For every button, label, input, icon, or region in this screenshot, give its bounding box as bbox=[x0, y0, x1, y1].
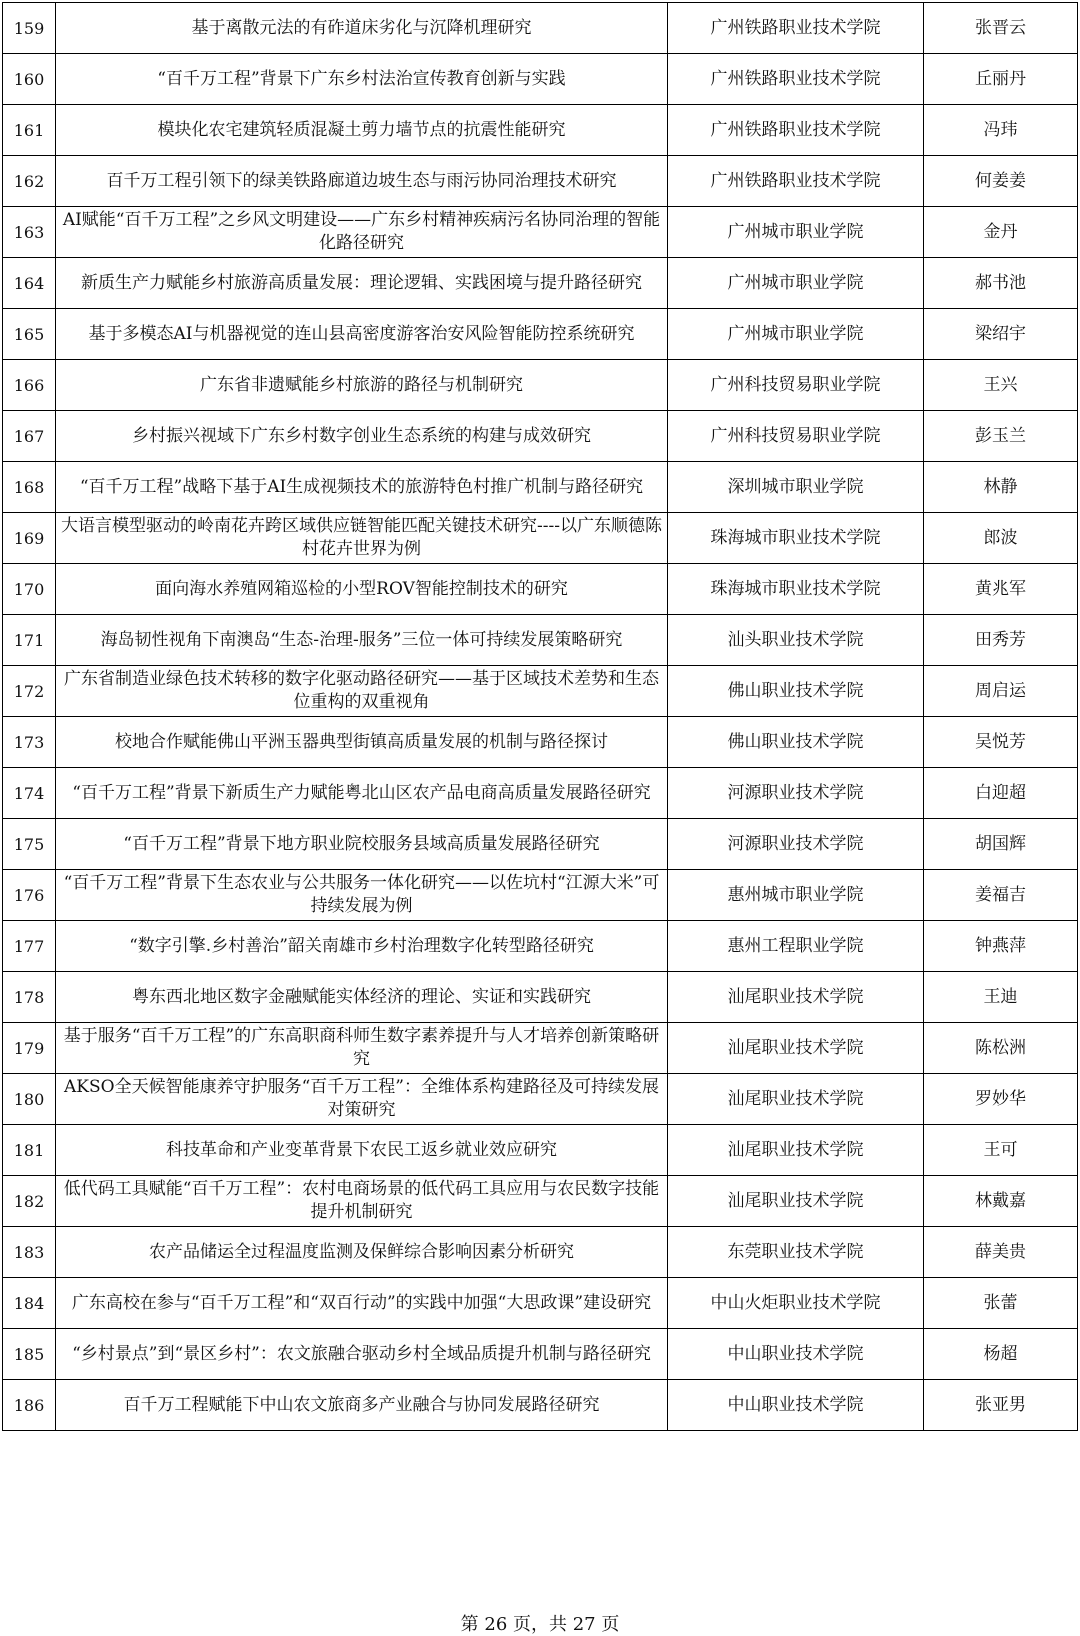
project-title-cell: 广东省制造业绿色技术转移的数字化驱动路径研究——基于区域技术差势和生态位重构的双重视角 bbox=[56, 666, 668, 717]
row-number-cell: 170 bbox=[3, 564, 56, 615]
institution-cell: 河源职业技术学院 bbox=[668, 768, 924, 819]
row-number-cell: 159 bbox=[3, 3, 56, 54]
table-row bbox=[3, 972, 1078, 1023]
leader-cell: 陈松洲 bbox=[924, 1023, 1078, 1074]
leader-cell: 林戴嘉 bbox=[924, 1176, 1078, 1227]
project-title-cell: 海岛韧性视角下南澳岛“生态-治理-服务”三位一体可持续发展策略研究 bbox=[56, 615, 668, 666]
institution-cell: 汕尾职业技术学院 bbox=[668, 972, 924, 1023]
institution-cell: 汕尾职业技术学院 bbox=[668, 1125, 924, 1176]
institution-cell: 广州铁路职业技术学院 bbox=[668, 156, 924, 207]
leader-cell: 郝书池 bbox=[924, 258, 1078, 309]
table-row bbox=[3, 207, 1078, 258]
project-title-cell: “百千万工程”背景下生态农业与公共服务一体化研究——以佐坑村“江源大米”可持续发展为例 bbox=[56, 870, 668, 921]
institution-cell: 珠海城市职业技术学院 bbox=[668, 564, 924, 615]
table-row bbox=[3, 1329, 1078, 1380]
table-row bbox=[3, 1125, 1078, 1176]
table-row bbox=[3, 870, 1078, 921]
row-number-cell: 183 bbox=[3, 1227, 56, 1278]
table-row bbox=[3, 717, 1078, 768]
institution-cell: 中山职业技术学院 bbox=[668, 1329, 924, 1380]
project-list-table bbox=[2, 2, 1078, 1431]
institution-cell: 广州铁路职业技术学院 bbox=[668, 3, 924, 54]
leader-cell: 薛美贵 bbox=[924, 1227, 1078, 1278]
row-number-cell: 177 bbox=[3, 921, 56, 972]
table-row bbox=[3, 1278, 1078, 1329]
table-row bbox=[3, 462, 1078, 513]
row-number-cell: 162 bbox=[3, 156, 56, 207]
project-title-cell: 科技革命和产业变革背景下农民工返乡就业效应研究 bbox=[56, 1125, 668, 1176]
table-row bbox=[3, 921, 1078, 972]
row-number-cell: 171 bbox=[3, 615, 56, 666]
row-number-cell: 166 bbox=[3, 360, 56, 411]
project-title-cell: 农产品储运全过程温度监测及保鲜综合影响因素分析研究 bbox=[56, 1227, 668, 1278]
row-number-cell: 165 bbox=[3, 309, 56, 360]
institution-cell: 中山火炬职业技术学院 bbox=[668, 1278, 924, 1329]
project-title-cell: 乡村振兴视域下广东乡村数字创业生态系统的构建与成效研究 bbox=[56, 411, 668, 462]
leader-cell: 林静 bbox=[924, 462, 1078, 513]
project-title-cell: 基于服务“百千万工程”的广东高职商科师生数字素养提升与人才培养创新策略研究 bbox=[56, 1023, 668, 1074]
institution-cell: 广州城市职业学院 bbox=[668, 309, 924, 360]
leader-cell: 钟燕萍 bbox=[924, 921, 1078, 972]
leader-cell: 王迪 bbox=[924, 972, 1078, 1023]
project-title-cell: 面向海水养殖网箱巡检的小型ROV智能控制技术的研究 bbox=[56, 564, 668, 615]
project-title-cell: “数字引擎.乡村善治”韶关南雄市乡村治理数字化转型路径研究 bbox=[56, 921, 668, 972]
row-number-cell: 172 bbox=[3, 666, 56, 717]
table-row bbox=[3, 309, 1078, 360]
institution-cell: 汕尾职业技术学院 bbox=[668, 1074, 924, 1125]
institution-cell: 广州科技贸易职业学院 bbox=[668, 360, 924, 411]
row-number-cell: 169 bbox=[3, 513, 56, 564]
table-row bbox=[3, 54, 1078, 105]
institution-cell: 河源职业技术学院 bbox=[668, 819, 924, 870]
row-number-cell: 164 bbox=[3, 258, 56, 309]
project-title-cell: 百千万工程引领下的绿美铁路廊道边坡生态与雨污协同治理技术研究 bbox=[56, 156, 668, 207]
institution-cell: 佛山职业技术学院 bbox=[668, 666, 924, 717]
leader-cell: 彭玉兰 bbox=[924, 411, 1078, 462]
institution-cell: 广州科技贸易职业学院 bbox=[668, 411, 924, 462]
row-number-cell: 168 bbox=[3, 462, 56, 513]
leader-cell: 王可 bbox=[924, 1125, 1078, 1176]
table-row bbox=[3, 819, 1078, 870]
leader-cell: 何姜姜 bbox=[924, 156, 1078, 207]
institution-cell: 汕头职业技术学院 bbox=[668, 615, 924, 666]
leader-cell: 罗妙华 bbox=[924, 1074, 1078, 1125]
table-row bbox=[3, 1176, 1078, 1227]
row-number-cell: 163 bbox=[3, 207, 56, 258]
institution-cell: 广州铁路职业技术学院 bbox=[668, 105, 924, 156]
institution-cell: 东莞职业技术学院 bbox=[668, 1227, 924, 1278]
project-title-cell: “百千万工程”背景下新质生产力赋能粤北山区农产品电商高质量发展路径研究 bbox=[56, 768, 668, 819]
project-title-cell: 基于多模态AI与机器视觉的连山县高密度游客治安风险智能防控系统研究 bbox=[56, 309, 668, 360]
table-body bbox=[3, 3, 1078, 1431]
row-number-cell: 184 bbox=[3, 1278, 56, 1329]
table-row bbox=[3, 1074, 1078, 1125]
institution-cell: 深圳城市职业学院 bbox=[668, 462, 924, 513]
institution-cell: 惠州城市职业学院 bbox=[668, 870, 924, 921]
table-row bbox=[3, 615, 1078, 666]
project-title-cell: “百千万工程”背景下广东乡村法治宣传教育创新与实践 bbox=[56, 54, 668, 105]
leader-cell: 周启运 bbox=[924, 666, 1078, 717]
institution-cell: 佛山职业技术学院 bbox=[668, 717, 924, 768]
table-row bbox=[3, 1023, 1078, 1074]
project-title-cell: 大语言模型驱动的岭南花卉跨区域供应链智能匹配关键技术研究----以广东顺德陈村花卉世界为例 bbox=[56, 513, 668, 564]
row-number-cell: 185 bbox=[3, 1329, 56, 1380]
table-row bbox=[3, 105, 1078, 156]
leader-cell: 黄兆军 bbox=[924, 564, 1078, 615]
row-number-cell: 186 bbox=[3, 1380, 56, 1431]
institution-cell: 汕尾职业技术学院 bbox=[668, 1023, 924, 1074]
project-title-cell: 粤东西北地区数字金融赋能实体经济的理论、实证和实践研究 bbox=[56, 972, 668, 1023]
project-title-cell: 基于离散元法的有砟道床劣化与沉降机理研究 bbox=[56, 3, 668, 54]
table-row bbox=[3, 513, 1078, 564]
institution-cell: 广州城市职业学院 bbox=[668, 258, 924, 309]
leader-cell: 杨超 bbox=[924, 1329, 1078, 1380]
table-row bbox=[3, 156, 1078, 207]
row-number-cell: 160 bbox=[3, 54, 56, 105]
table-row bbox=[3, 1380, 1078, 1431]
table-row bbox=[3, 768, 1078, 819]
institution-cell: 惠州工程职业学院 bbox=[668, 921, 924, 972]
row-number-cell: 161 bbox=[3, 105, 56, 156]
page-footer: 第 26 页，共 27 页 bbox=[460, 1614, 620, 1635]
project-title-cell: 低代码工具赋能“百千万工程”：农村电商场景的低代码工具应用与农民数字技能提升机制研究 bbox=[56, 1176, 668, 1227]
institution-cell: 广州城市职业学院 bbox=[668, 207, 924, 258]
institution-cell: 中山职业技术学院 bbox=[668, 1380, 924, 1431]
table-row bbox=[3, 564, 1078, 615]
row-number-cell: 174 bbox=[3, 768, 56, 819]
project-title-cell: “百千万工程”战略下基于AI生成视频技术的旅游特色村推广机制与路径研究 bbox=[56, 462, 668, 513]
leader-cell: 田秀芳 bbox=[924, 615, 1078, 666]
project-title-cell: 广东高校在参与“百千万工程”和“双百行动”的实践中加强“大思政课”建设研究 bbox=[56, 1278, 668, 1329]
row-number-cell: 178 bbox=[3, 972, 56, 1023]
table-row bbox=[3, 1227, 1078, 1278]
project-title-cell: AI赋能“百千万工程”之乡风文明建设——广东乡村精神疾病污名协同治理的智能化路径研究 bbox=[56, 207, 668, 258]
institution-cell: 珠海城市职业技术学院 bbox=[668, 513, 924, 564]
project-title-cell: “百千万工程”背景下地方职业院校服务县域高质量发展路径研究 bbox=[56, 819, 668, 870]
project-title-cell: 校地合作赋能佛山平洲玉器典型街镇高质量发展的机制与路径探讨 bbox=[56, 717, 668, 768]
leader-cell: 吴悦芳 bbox=[924, 717, 1078, 768]
row-number-cell: 173 bbox=[3, 717, 56, 768]
project-title-cell: 百千万工程赋能下中山农文旅商多产业融合与协同发展路径研究 bbox=[56, 1380, 668, 1431]
institution-cell: 广州铁路职业技术学院 bbox=[668, 54, 924, 105]
row-number-cell: 175 bbox=[3, 819, 56, 870]
leader-cell: 胡国辉 bbox=[924, 819, 1078, 870]
table-row bbox=[3, 360, 1078, 411]
leader-cell: 张蕾 bbox=[924, 1278, 1078, 1329]
leader-cell: 白迎超 bbox=[924, 768, 1078, 819]
project-title-cell: AKSO全天候智能康养守护服务“百千万工程”：全维体系构建路径及可持续发展对策研究 bbox=[56, 1074, 668, 1125]
row-number-cell: 167 bbox=[3, 411, 56, 462]
row-number-cell: 176 bbox=[3, 870, 56, 921]
leader-cell: 王兴 bbox=[924, 360, 1078, 411]
institution-cell: 汕尾职业技术学院 bbox=[668, 1176, 924, 1227]
table-row bbox=[3, 411, 1078, 462]
table-row bbox=[3, 258, 1078, 309]
leader-cell: 梁绍宇 bbox=[924, 309, 1078, 360]
project-title-cell: “乡村景点”到“景区乡村”：农文旅融合驱动乡村全域品质提升机制与路径研究 bbox=[56, 1329, 668, 1380]
project-title-cell: 模块化农宅建筑轻质混凝土剪力墙节点的抗震性能研究 bbox=[56, 105, 668, 156]
leader-cell: 金丹 bbox=[924, 207, 1078, 258]
table-row bbox=[3, 666, 1078, 717]
leader-cell: 姜福吉 bbox=[924, 870, 1078, 921]
leader-cell: 郎波 bbox=[924, 513, 1078, 564]
leader-cell: 张晋云 bbox=[924, 3, 1078, 54]
row-number-cell: 180 bbox=[3, 1074, 56, 1125]
leader-cell: 冯玮 bbox=[924, 105, 1078, 156]
project-title-cell: 广东省非遗赋能乡村旅游的路径与机制研究 bbox=[56, 360, 668, 411]
row-number-cell: 179 bbox=[3, 1023, 56, 1074]
row-number-cell: 181 bbox=[3, 1125, 56, 1176]
project-title-cell: 新质生产力赋能乡村旅游高质量发展：理论逻辑、实践困境与提升路径研究 bbox=[56, 258, 668, 309]
row-number-cell: 182 bbox=[3, 1176, 56, 1227]
leader-cell: 丘丽丹 bbox=[924, 54, 1078, 105]
table-row bbox=[3, 3, 1078, 54]
leader-cell: 张亚男 bbox=[924, 1380, 1078, 1431]
